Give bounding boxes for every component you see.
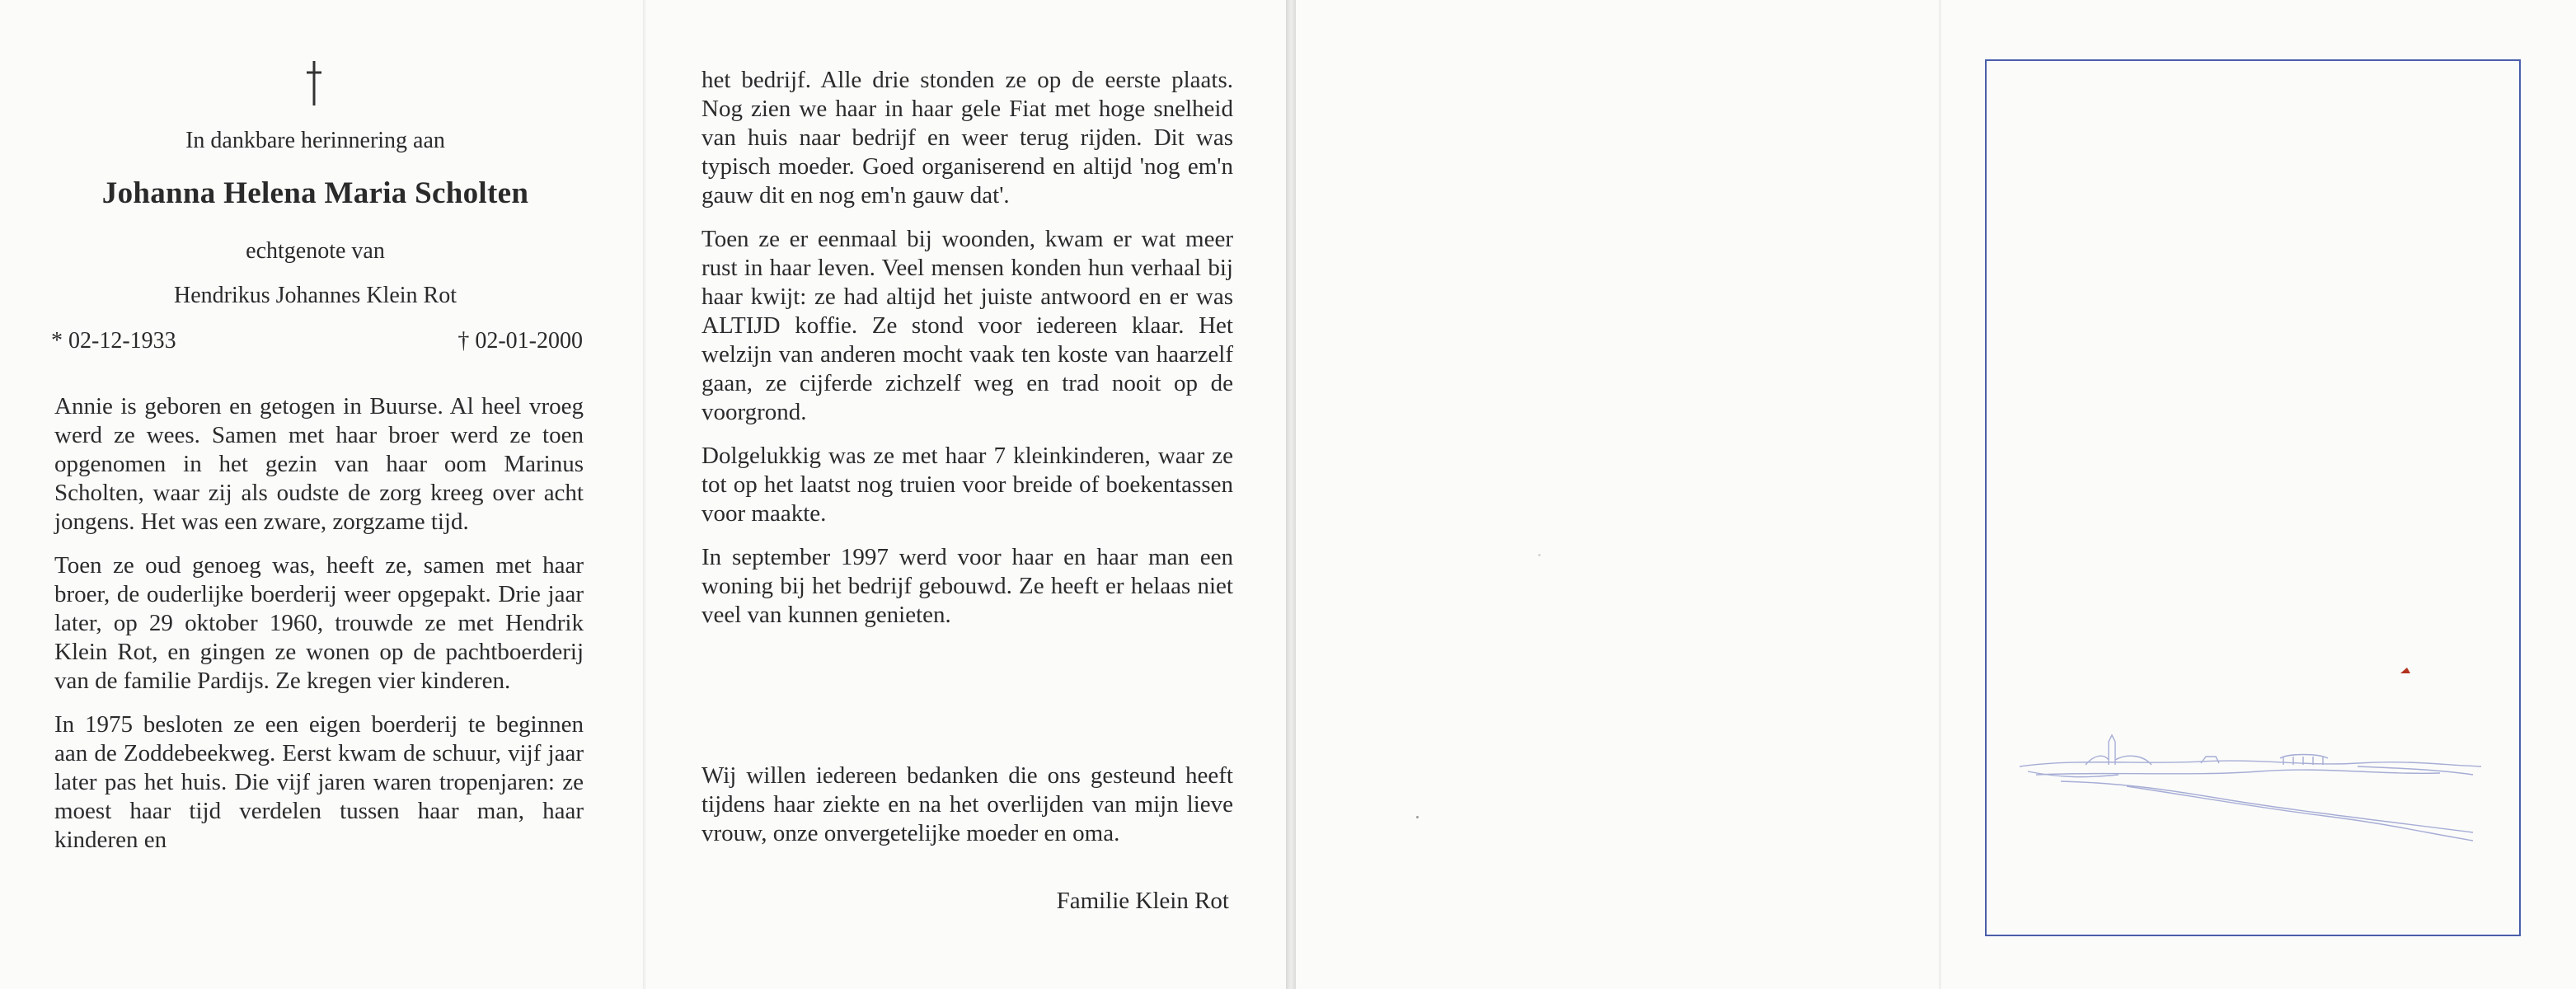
signature: Familie Klein Rot [1056,888,1229,914]
sheet-gap [1286,0,1296,989]
fold-line-right [1939,0,1941,989]
birth-date: * 02-12-1933 [51,328,176,354]
fold-line-left [643,0,645,989]
paragraph: In 1975 besloten ze een eigen boerderij te beginnen aan de Zoddebeekweg. Eerst kwam de schuur, vijf jaar later pas het huis. Die vijf jaren waren tropenjaren: ze moest haar tijd verdelen tussen haar man, haar kinderen en [54,711,584,853]
red-mark [2400,668,2410,673]
paragraph: Toen ze oud genoeg was, heeft ze, samen met haar broer, de ouderlijke boerderij weer opgepakt. Drie jaar later, op 29 oktober 1960, trouwde ze met Hendrik Klein Rot, en gingen ze wonen op de pachtboerderij van de familie Pardijs. Ze kregen vier kinderen. [54,552,584,694]
relation-line: echtgenote van [246,238,385,264]
biography-middle [701,66,1233,644]
paragraph: Wij willen iedereen bedanken die ons gesteund heeft tijdens haar ziekte en na het overlijden van mijn lieve vrouw, onze onvergetelijke moeder en oma. [701,762,1233,846]
biography-left [54,392,584,869]
thanks-text [701,762,1233,863]
paragraph: In september 1997 werd voor haar en haar man een woning bij het bedrijf gebouwd. Ze heeft er helaas niet veel van kunnen genieten. [701,544,1233,628]
intro-line: In dankbare herinnering aan [185,128,445,153]
landscape-sketch-icon [2011,717,2489,865]
spouse-name: Hendrikus Johannes Klein Rot [174,283,457,308]
paper-speck [1538,554,1541,556]
death-date: † 02-01-2000 [457,328,583,354]
deceased-name: Johanna Helena Maria Scholten [101,176,529,210]
paragraph: Toen ze er eenmaal bij woonden, kwam er wat meer rust in haar leven. Veel mensen konden hun verhaal bij haar kwijt: ze had altijd het juiste antwoord en er was ALTIJD koffie. Ze stond voor iedereen klaar. Het welzijn van anderen mocht vaak ten koste van haarzelf gaan, ze cijferde zichzelf weg en trad nooit op de voorgrond. [701,226,1233,425]
cross-icon [302,59,326,107]
paragraph: Annie is geboren en getogen in Buurse. Al heel vroeg werd ze wees. Samen met haar broer werd ze toen opgenomen in het gezin van haar oom Marinus Scholten, waar zij als oudste de zorg kreeg over acht jongens. Het was een zware, zorgzame tijd. [54,393,584,535]
paragraph: het bedrijf. Alle drie stonden ze op de eerste plaats. Nog zien we haar in haar gele Fiat met hoge snelheid van huis naar bedrijf en weer terug rijden. Dit was typisch moeder. Goed organiserend en altijd 'nog em'n gauw dit en nog em'n gauw dat'. [701,67,1233,209]
paragraph: Dolgelukkig was ze met haar 7 kleinkinderen, waar ze tot op het laatst nog truien voor breide of boekentassen voor maakte. [701,443,1233,527]
paper-speck [1416,816,1419,818]
